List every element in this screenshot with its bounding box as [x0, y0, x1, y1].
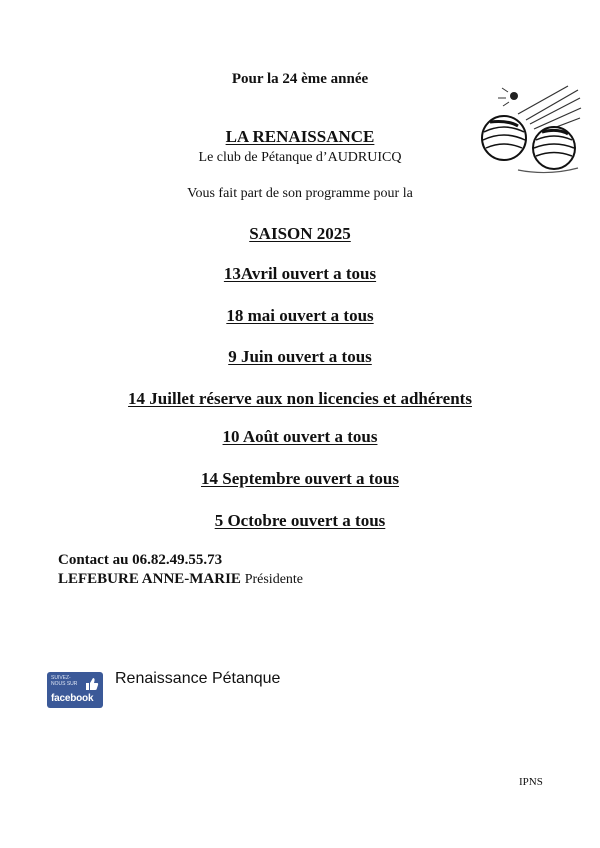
facebook-wordmark: facebook — [51, 693, 94, 704]
petanque-balls-icon — [478, 82, 582, 180]
contact-name: LEFEBURE ANNE-MARIE — [58, 571, 241, 587]
announcement-line: Vous fait part de son programme pour la — [187, 186, 413, 201]
facebook-badge-caption: SUIVEZ-NOUS SUR — [51, 675, 78, 687]
footer-note: IPNS — [519, 776, 543, 788]
event-item: 14 Septembre ouvert a tous — [201, 469, 399, 488]
event-item: 13Avril ouvert a tous — [223, 264, 377, 283]
club-subtitle: Le club de Pétanque d’AUDRUICQ — [198, 150, 402, 165]
facebook-follow-icon[interactable] — [47, 672, 103, 708]
event-item: 5 Octobre ouvert a tous — [214, 511, 386, 530]
contact-phone: Contact au 06.82.49.55.73 — [58, 552, 223, 568]
facebook-page-name[interactable]: Renaissance Pétanque — [115, 670, 281, 687]
thumbs-up-icon — [85, 677, 99, 691]
event-item: 18 mai ouvert a tous — [226, 306, 374, 325]
contact-role: Présidente — [244, 572, 304, 587]
event-item: 9 Juin ouvert a tous — [228, 347, 372, 366]
club-name: LA RENAISSANCE — [225, 127, 375, 146]
contact-person — [58, 571, 303, 588]
season-title: SAISON 2025 — [249, 224, 351, 243]
event-item: 10 Août ouvert a tous — [222, 427, 378, 446]
intro-line: Pour la 24 ème année — [231, 71, 369, 87]
event-item: 14 Juillet réserve aux non licencies et adhérents — [128, 389, 472, 408]
